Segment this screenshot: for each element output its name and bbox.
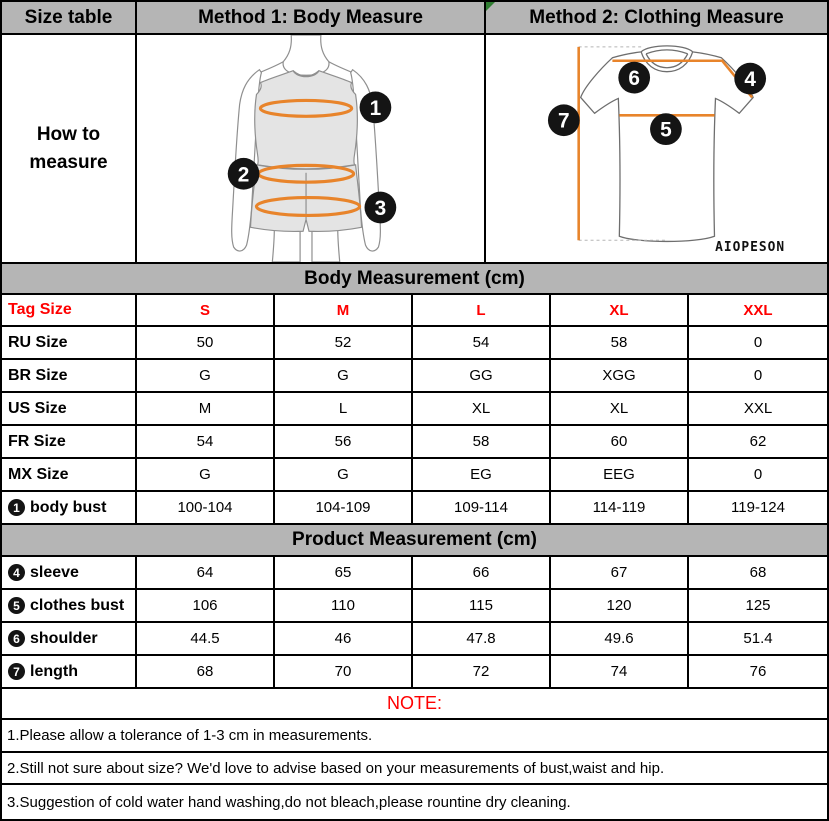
note-text: 2.Still not sure about size? We'd love to advise based on your measurements of bust,waist and hip.: [7, 759, 665, 777]
cell-value: 50: [137, 327, 275, 358]
row-marker-icon: 7: [8, 663, 25, 680]
cell-value: 58: [551, 327, 689, 358]
row-label: RU Size: [2, 327, 137, 358]
cell-value: 125: [745, 597, 771, 614]
size-col-s: S: [137, 295, 275, 325]
table-row-body-bust: [2, 492, 827, 525]
row-marker-icon: 1: [8, 499, 25, 516]
row-label: 5 clothes bust: [2, 590, 137, 621]
row-label: 1 body bust: [2, 492, 137, 523]
row-marker-icon: 6: [8, 630, 25, 647]
row-label: US Size: [2, 393, 137, 424]
body-measurement-header: [2, 264, 827, 295]
cell-value: 0: [753, 334, 763, 351]
body-measurement-title: Body Measurement (cm): [304, 267, 525, 289]
cell-value: 72: [413, 656, 551, 687]
cell-value: 52: [275, 327, 413, 358]
cell-value: 58: [413, 426, 551, 457]
tag-size-row: [2, 295, 827, 327]
top-header-row: [2, 2, 827, 35]
cell-value: EG: [413, 459, 551, 490]
cell-value: GG: [413, 360, 551, 391]
table-row-br-size: [2, 360, 827, 393]
cell-value: G: [137, 360, 275, 391]
size-table-header: Size table: [2, 2, 137, 33]
table-row-us-size: [2, 393, 827, 426]
cell-value: 68: [137, 656, 275, 687]
row-marker-icon: 5: [8, 597, 25, 614]
cell-value: 62: [749, 433, 767, 450]
cell-value: 60: [551, 426, 689, 457]
tshirt-graphic: [486, 35, 827, 262]
cell-value: 0: [753, 466, 763, 483]
row-label: MX Size: [2, 459, 137, 490]
size-col-xl: XL: [551, 295, 689, 325]
cell-value: G: [137, 459, 275, 490]
size-col-m: M: [275, 295, 413, 325]
table-row-length: [2, 656, 827, 689]
row-label: BR Size: [2, 360, 137, 391]
cell-value: 70: [275, 656, 413, 687]
cell-value: 119-124: [731, 499, 785, 516]
note-text: 3.Suggestion of cold water hand washing,do not bleach,please rountine dry cleaning.: [7, 793, 571, 811]
marker-3: 3: [374, 196, 387, 220]
cell-value: 56: [275, 426, 413, 457]
clothing-measure-illustration: [486, 35, 827, 262]
body-figure-graphic: [137, 35, 484, 262]
marker-2: 2: [237, 163, 250, 187]
note-row-1: [2, 720, 827, 753]
size-col-xxl: XXL: [743, 301, 773, 319]
tag-size-label: Tag Size: [2, 295, 137, 325]
row-label: FR Size: [2, 426, 137, 457]
marker-4: 4: [744, 68, 756, 92]
cell-value: 47.8: [413, 623, 551, 654]
cell-value: 110: [275, 590, 413, 621]
size-col-l: L: [413, 295, 551, 325]
cell-value: XGG: [551, 360, 689, 391]
marker-5: 5: [660, 118, 672, 142]
cell-value: 68: [749, 564, 767, 581]
row-label: 4 sleeve: [2, 557, 137, 588]
table-row-shoulder: [2, 623, 827, 656]
cell-value: 106: [137, 590, 275, 621]
table-row-fr-size: [2, 426, 827, 459]
marker-6: 6: [628, 67, 640, 91]
body-measure-illustration: [137, 35, 486, 262]
cell-value: 104-109: [275, 492, 413, 523]
table-row-sleeve: [2, 557, 827, 590]
cell-value: 65: [275, 557, 413, 588]
cell-value: 64: [137, 557, 275, 588]
cell-value: 115: [413, 590, 551, 621]
cell-value: 74: [551, 656, 689, 687]
cell-value: G: [275, 459, 413, 490]
cell-value: 46: [275, 623, 413, 654]
note-row-2: [2, 753, 827, 785]
cell-value: 51.4: [743, 630, 773, 647]
cell-value: 109-114: [413, 492, 551, 523]
cell-value: 66: [413, 557, 551, 588]
brand-text: AIOPESON: [715, 240, 786, 256]
note-title: NOTE:: [386, 693, 442, 713]
note-header-row: [2, 689, 827, 720]
marker-7: 7: [558, 109, 570, 133]
cell-value: 114-119: [551, 492, 689, 523]
cell-value: 54: [413, 327, 551, 358]
method2-label: Method 2: Clothing Measure: [529, 6, 784, 28]
cell-value: M: [137, 393, 275, 424]
table-row-ru-size: [2, 327, 827, 360]
cell-value: XXL: [743, 400, 773, 417]
product-measurement-header: [2, 525, 827, 557]
cell-value: G: [275, 360, 413, 391]
cell-value: L: [275, 393, 413, 424]
note-text: 1.Please allow a tolerance of 1-3 cm in measurements.: [7, 727, 373, 744]
table-row-mx-size: [2, 459, 827, 492]
row-label: 7 length: [2, 656, 137, 687]
corner-marker-icon: [486, 2, 495, 11]
cell-value: 0: [753, 367, 763, 384]
how-to-measure-label: How to measure: [2, 35, 137, 262]
product-measurement-title: Product Measurement (cm): [292, 529, 537, 550]
cell-value: 76: [749, 663, 767, 680]
row-label: 6 shoulder: [2, 623, 137, 654]
note-row-3: [2, 785, 827, 819]
cell-value: XL: [413, 393, 551, 424]
cell-value: 54: [137, 426, 275, 457]
marker-1: 1: [369, 96, 382, 120]
method2-header: [486, 2, 827, 33]
cell-value: 120: [551, 590, 689, 621]
cell-value: EEG: [551, 459, 689, 490]
row-marker-icon: 4: [8, 564, 25, 581]
cell-value: XL: [551, 393, 689, 424]
cell-value: 49.6: [551, 623, 689, 654]
cell-value: 44.5: [137, 623, 275, 654]
cell-value: 67: [551, 557, 689, 588]
cell-value: 100-104: [137, 492, 275, 523]
method1-header: Method 1: Body Measure: [137, 2, 486, 33]
illustration-row: [2, 35, 827, 264]
table-row-clothes-bust: [2, 590, 827, 623]
